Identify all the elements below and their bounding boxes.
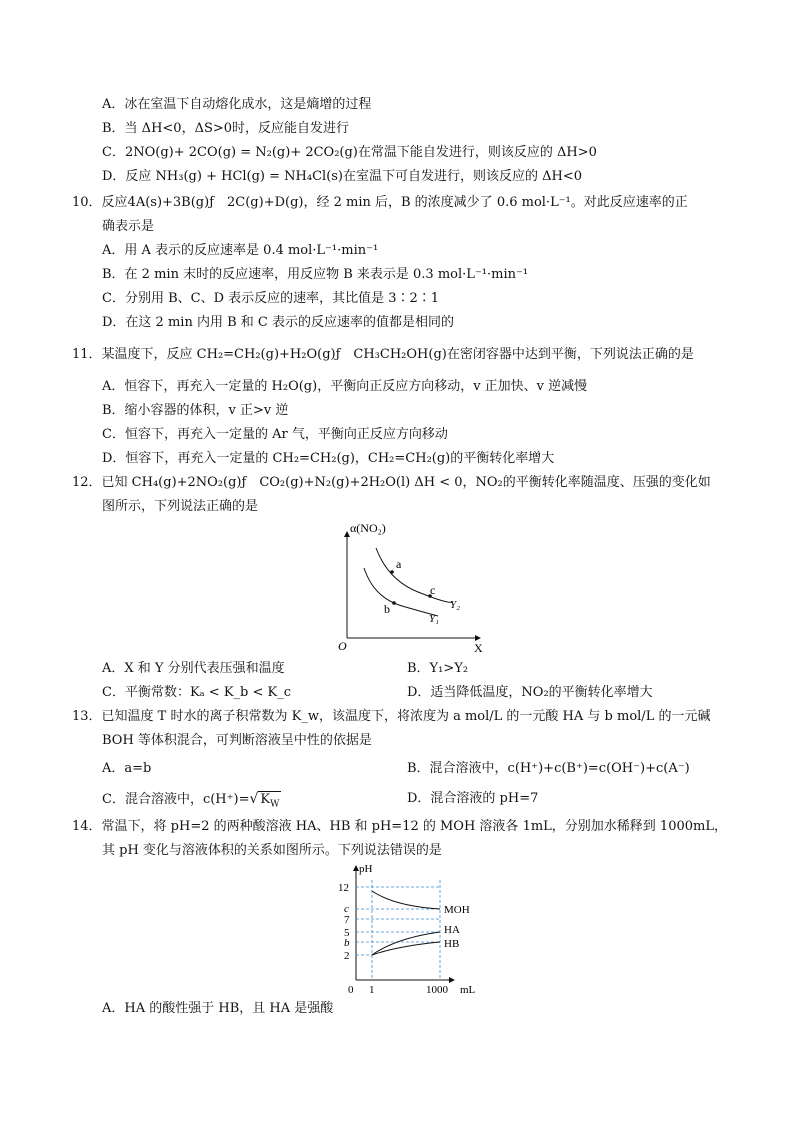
q14-label-hb: HB <box>444 938 460 950</box>
q12-origin: O <box>338 639 347 653</box>
q12-figure <box>330 518 490 656</box>
q9-option-d: D．反应 NH₃(g) + HCl(g) = NH₄Cl(s)在室温下可自发进行，则该反应的 ΔH<0 <box>102 169 583 184</box>
q14-tick-x0: 0 <box>348 984 354 996</box>
q14-tick-2: 2 <box>344 950 350 962</box>
q14-option-a: A．HA 的酸性强于 HB，且 HA 是强酸 <box>102 1001 334 1016</box>
q11-option-b: B．缩小容器的体积，v 正>v 逆 <box>102 403 289 418</box>
q13-stem-cont: BOH 等体积混合，可判断溶液呈中性的依据是 <box>102 733 372 748</box>
q12-label-b: b <box>384 602 390 616</box>
q14-curve-moh <box>372 891 440 909</box>
q11-option-a: A．恒容下，再充入一定量的 H₂O(g)，平衡向正反应方向移动，v 正加快、v 逆减慢 <box>102 379 588 394</box>
q10-option-b: B．在 2 min 末时的反应速率，用反应物 B 来表示是 0.3 mol·L⁻¹·min⁻¹ <box>102 267 529 282</box>
q12-label-c: c <box>430 583 436 597</box>
q14-tick-b: b <box>344 937 350 949</box>
q12-option-b: B．Y₁>Y₂ <box>407 661 469 676</box>
q10-stem-cont: 确表示是 <box>102 219 155 234</box>
q10-option-d: D．在这 2 min 内用 B 和 C 表示的反应速率的值都是相同的 <box>102 315 454 330</box>
q12-option-c: C．平衡常数：Kₐ < K_b < K_c <box>102 685 292 700</box>
q14-tick-c: c <box>344 903 349 915</box>
q13-stem: 13．已知温度 T 时水的离子积常数为 K_w，该温度下，将浓度为 a mol/L 的一元酸 HA 与 b mol/L 的一元碱 <box>72 709 711 724</box>
q9-option-c: C．2NO(g)+ 2CO(g) = N₂(g)+ 2CO₂(g)在常温下能自发进行，则该反应的 ΔH>0 <box>102 145 597 160</box>
q12-curve-y1 <box>364 568 438 616</box>
q10-stem: 10．反应4A(s)+3B(g)ƒ 2C(g)+D(g)，经 2 min 后，B 的浓度减少了 0.6 mol·L⁻¹。对此反应速率的正 <box>72 195 688 210</box>
q12-curve-y2 <box>376 548 452 602</box>
q12-point-a <box>390 570 394 574</box>
q12-x-label: X <box>474 641 483 655</box>
q12-y-label: α(NO₂) <box>350 521 386 535</box>
q12-option-a: A．X 和 Y 分别代表压强和温度 <box>102 661 285 676</box>
q11-stem: 11．某温度下，反应 CH₂=CH₂(g)+H₂O(g)ƒ CH₃CH₂OH(g)在密闭容器中达到平衡，下列说法正确的是 <box>72 347 694 362</box>
q14-tick-x1: 1 <box>369 984 375 996</box>
q13-sqrt-k-base: K <box>260 792 271 807</box>
q9-option-b: B．当 ΔH<0，ΔS>0时，反应能自发进行 <box>102 121 350 136</box>
q13-option-c <box>102 790 281 814</box>
q12-option-d: D．适当降低温度，NO₂的平衡转化率增大 <box>407 685 653 700</box>
q12-point-b <box>392 601 396 605</box>
q10-option-a: A．用 A 表示的反应速率是 0.4 mol·L⁻¹·min⁻¹ <box>102 243 379 258</box>
q12-stem-cont: 图所示，下列说法正确的是 <box>102 499 259 514</box>
q12-stem: 12．已知 CH₄(g)+2NO₂(g)ƒ CO₂(g)+N₂(g)+2H₂O(l) ΔH < 0，NO₂的平衡转化率随温度、压强的变化如 <box>72 475 711 490</box>
q9-option-a: A．冰在室温下自动熔化成水，这是熵增的过程 <box>102 97 372 112</box>
q12-label-a: a <box>396 557 402 571</box>
q14-tick-x1000: 1000 <box>426 984 448 996</box>
q14-stem: 14．常温下，将 pH=2 的两种酸溶液 HA、HB 和 pH=12 的 MOH 溶液各 1mL，分别加水稀释到 1000mL， <box>72 819 727 834</box>
q13-option-c-text: C．混合溶液中，c(H⁺)= <box>102 792 250 807</box>
q14-stem-cont: 其 pH 变化与溶液体积的关系如图所示。下列说法错误的是 <box>102 843 442 858</box>
q11-option-d: D．恒容下，再充入一定量的 CH₂=CH₂(g)，CH₂=CH₂(g)的平衡转化率增大 <box>102 451 555 466</box>
q13-option-a: A．a=b <box>102 761 152 776</box>
q14-tick-12: 12 <box>338 882 349 894</box>
q14-figure <box>334 860 494 996</box>
q12-label-y1: Y₁ <box>429 613 439 625</box>
q13-option-d: D．混合溶液的 pH=7 <box>407 791 539 806</box>
q13-sqrt-k <box>258 791 281 810</box>
q14-label-ha: HA <box>444 924 460 936</box>
q14-x-unit: mL <box>460 984 476 996</box>
q13-sqrt-k-sub: W <box>270 799 280 810</box>
q14-label-moh: MOH <box>444 904 470 916</box>
q14-tick-7: 7 <box>344 914 350 926</box>
q12-label-y2: Y₂ <box>450 599 460 611</box>
q14-y-label: pH <box>359 863 373 875</box>
q10-option-c: C．分别用 B、C、D 表示反应的速率，其比值是 3∶2∶1 <box>102 291 440 306</box>
sqrt-icon: √ <box>249 791 259 807</box>
q13-option-b: B．混合溶液中，c(H⁺)+c(B⁺)=c(OH⁻)+c(A⁻) <box>407 761 690 776</box>
q11-option-c: C．恒容下，再充入一定量的 Ar 气，平衡向正反应方向移动 <box>102 427 448 442</box>
q14-tick-5: 5 <box>344 927 350 939</box>
